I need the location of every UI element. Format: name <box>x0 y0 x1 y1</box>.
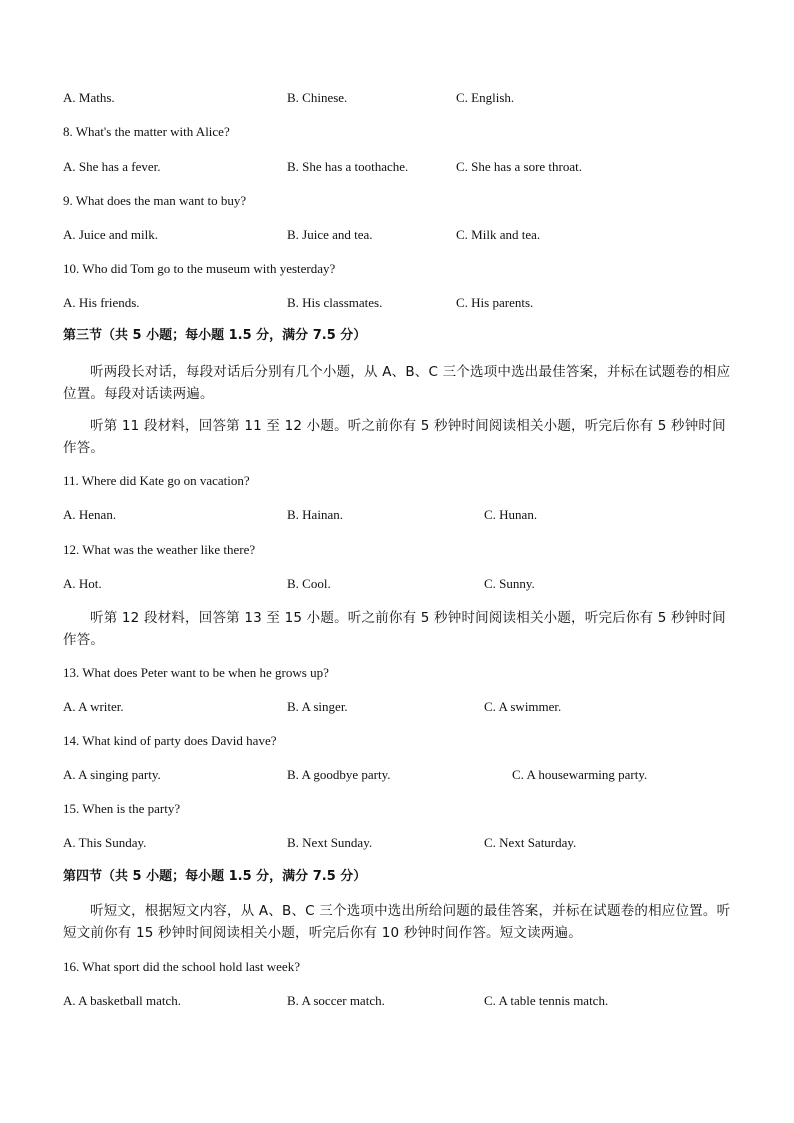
q8-option-b: B. She has a toothache. <box>287 159 409 174</box>
q8-stem: 8. What's the matter with Alice? <box>63 124 230 139</box>
q14-option-c: C. A housewarming party. <box>512 767 648 782</box>
q15-stem: 15. When is the party? <box>63 801 181 816</box>
q13-stem: 13. What does Peter want to be when he grows up? <box>63 665 329 680</box>
q10-option-a: A. His friends. <box>63 295 140 310</box>
section3-material11-instructions: 听第 11 段材料，回答第 11 至 12 小题。听之前你有 5 秒钟时间阅读相关小题，听完后你有 5 秒钟时间作答。 <box>63 418 726 456</box>
q10-option-c: C. His parents. <box>456 295 534 310</box>
q14-stem: 14. What kind of party does David have? <box>63 733 277 748</box>
q11-option-c: C. Hunan. <box>484 507 538 522</box>
q7-option-c: C. English. <box>456 90 515 105</box>
section3-material12-instructions: 听第 12 段材料，回答第 13 至 15 小题。听之前你有 5 秒钟时间阅读相关小题，听完后你有 5 秒钟时间作答。 <box>63 610 726 648</box>
q13-option-c: C. A swimmer. <box>484 699 562 714</box>
q16-option-b: B. A soccer match. <box>287 993 385 1008</box>
section3-heading: 第三节（共 5 小题；每小题 1.5 分，满分 7.5 分） <box>63 328 367 343</box>
q15-option-c: C. Next Saturday. <box>484 835 577 850</box>
q12-option-c: C. Sunny. <box>484 576 535 591</box>
q14-option-b: B. A goodbye party. <box>287 767 391 782</box>
q16-option-c: C. A table tennis match. <box>484 993 609 1008</box>
q9-option-b: B. Juice and tea. <box>287 227 373 242</box>
q12-stem: 12. What was the weather like there? <box>63 542 256 557</box>
q11-option-a: A. Henan. <box>63 507 117 522</box>
q9-option-a: A. Juice and milk. <box>63 227 158 242</box>
q7-option-b: B. Chinese. <box>287 90 348 105</box>
q12-option-b: B. Cool. <box>287 576 331 591</box>
q15-option-a: A. This Sunday. <box>63 835 147 850</box>
q7-option-a: A. Maths. <box>63 90 115 105</box>
q9-stem: 9. What does the man want to buy? <box>63 193 247 208</box>
q14-option-a: A. A singing party. <box>63 767 161 782</box>
section3-instructions: 听两段长对话，每段对话后分别有几个小题，从 A、B、C 三个选项中选出最佳答案，并标在试题卷的相应位置。每段对话读两遍。 <box>63 364 731 402</box>
q11-option-b: B. Hainan. <box>287 507 343 522</box>
q11-stem: 11. Where did Kate go on vacation? <box>63 473 250 488</box>
q12-option-a: A. Hot. <box>63 576 102 591</box>
q16-stem: 16. What sport did the school hold last week? <box>63 959 300 974</box>
q8-option-a: A. She has a fever. <box>63 159 161 174</box>
section4-heading: 第四节（共 5 小题；每小题 1.5 分，满分 7.5 分） <box>63 869 367 884</box>
q9-option-c: C. Milk and tea. <box>456 227 541 242</box>
q16-option-a: A. A basketball match. <box>63 993 182 1008</box>
section4-instructions: 听短文，根据短文内容，从 A、B、C 三个选项中选出所给问题的最佳答案，并标在试题卷的相应位置。听短文前你有 15 秒钟时间阅读相关小题，听完后你有 10 秒钟时间作答。短文读两遍。 <box>63 903 731 941</box>
q15-option-b: B. Next Sunday. <box>287 835 373 850</box>
q10-stem: 10. Who did Tom go to the museum with yesterday? <box>63 261 336 276</box>
q13-option-a: A. A writer. <box>63 699 124 714</box>
q10-option-b: B. His classmates. <box>287 295 383 310</box>
q13-option-b: B. A singer. <box>287 699 348 714</box>
q8-option-c: C. She has a sore throat. <box>456 159 583 174</box>
